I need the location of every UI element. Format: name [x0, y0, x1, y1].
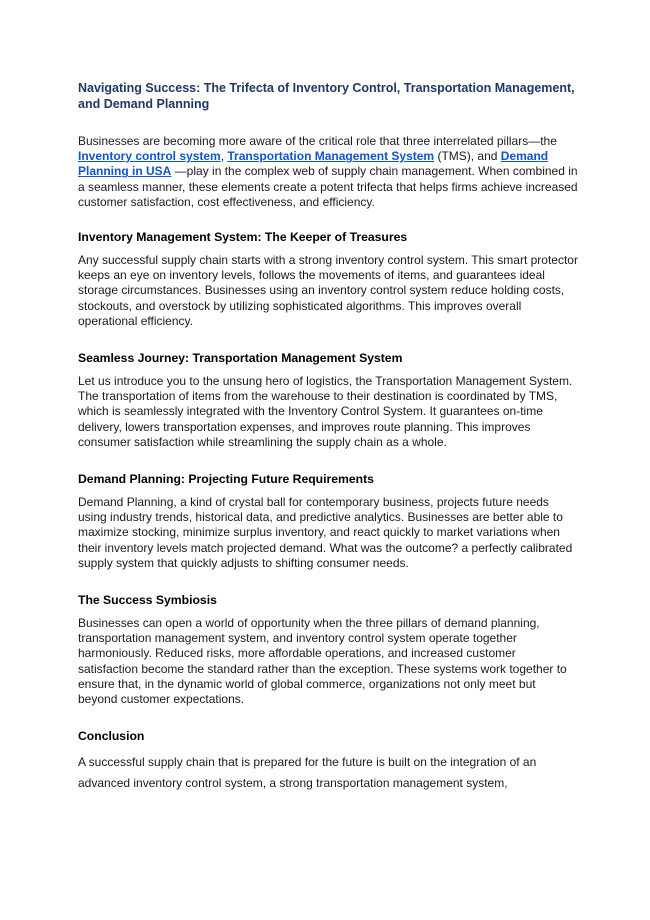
intro-separator: , [220, 149, 228, 164]
section-heading: Demand Planning: Projecting Future Requirements [78, 472, 374, 487]
section-text: Demand Planning, a kind of crystal ball for contemporary business, projects future needs using industry trends, historical data, and predictive analytics. Businesses are better able to maximize stocking, minimize surplus inventory, and react quickly to market variations when their inventory levels match projected demand. What was the outcome? a perfectly calibrated supply system that quickly adjusts to shifting consumer needs. [78, 495, 573, 570]
section-text: Let us introduce you to the unsung hero of logistics, the Transportation Management System. The transportation of items from the warehouse to their destination is coordinated by TMS, which is seamlessly integrated with the Inventory Control System. It guarantees on-time delivery, lowers transportation expenses, and improves route planning. This improves consumer satisfaction while streamlining the supply chain as a whole. [78, 374, 573, 449]
section-heading: The Success Symbiosis [78, 593, 217, 608]
inventory-control-system-link[interactable]: Inventory control system [78, 149, 221, 164]
section-demand-planning [78, 472, 578, 571]
section-transportation [78, 351, 578, 450]
section-heading: Seamless Journey: Transportation Management System [78, 351, 403, 366]
section-conclusion [78, 729, 578, 794]
section-heading: Conclusion [78, 729, 145, 744]
section-symbiosis [78, 593, 578, 707]
section-inventory [78, 230, 578, 329]
intro-text-end: —play in the complex web of supply chain management. When combined in a seamless manner, these elements create a potent trifecta that helps firms achieve increased customer satisfaction, cost effectiveness, and efficiency. [78, 164, 578, 209]
document-title: Navigating Success: The Trifecta of Inventory Control, Transportation Management, and Demand Planning [78, 81, 575, 111]
section-text: A successful supply chain that is prepared for the future is built on the integration of an advanced inventory control system, a strong transportation management system, [78, 755, 537, 791]
intro-paragraph [78, 134, 578, 210]
demand-planning-link[interactable]: Demand Planning in USA [78, 149, 549, 179]
transportation-management-system-link[interactable]: Transportation Management System [227, 149, 435, 164]
section-heading: Inventory Management System: The Keeper of Treasures [78, 230, 408, 245]
document-page [78, 80, 578, 794]
section-text: Businesses can open a world of opportunity when the three pillars of demand planning, transportation management system, and inventory control system operate together harmoniously. Reduced risks, more affordable operations, and increased customer satisfaction become the standard rather than the exception. These systems work together to ensure that, in the dynamic world of global commerce, organizations not only meet but beyond customer expectations. [78, 616, 567, 707]
section-text: Any successful supply chain starts with a strong inventory control system. This smart protector keeps an eye on inventory levels, follows the movements of items, and guarantees ideal storage circumstances. Businesses using an inventory control system reduce holding costs, stockouts, and overstock by utilizing sophisticated algorithms. This improves overall operational efficiency. [78, 253, 578, 328]
intro-text-start: Businesses are becoming more aware of the critical role that three interrelated pillars—the [78, 134, 557, 148]
intro-text-middle: (TMS), and [434, 149, 501, 164]
